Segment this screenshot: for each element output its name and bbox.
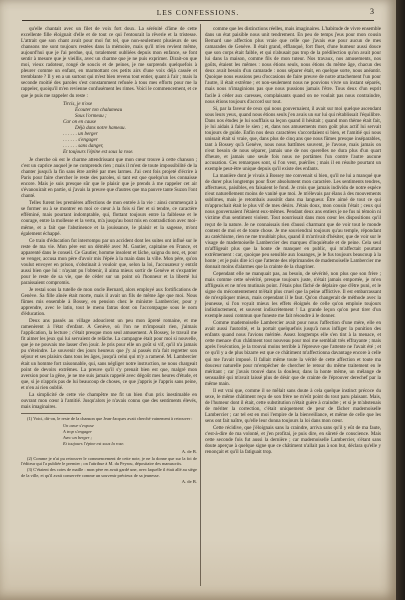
verse-line: . . . . . . s'engager bbox=[63, 136, 98, 143]
footnote: (1) Voici, dit-on, le reste de la chanson que Jean-Jacques avait cherché vainement à retrouver : bbox=[27, 415, 193, 421]
footnote: (3) C'étaient des cotes de maille : mon père en avait gardé une, avec laquelle il était allé au siège de la ville, et qu'il avait conservée comme un souvenir précieux de sa jeunesse. bbox=[21, 467, 197, 478]
paragraph: Cette récidive, que j'éloignais sans la craindre, arriva sans qu'il y eût de ma faute, c'est-à-dire de ma volonté, et j'en profitai, je puis dire, en sûreté de conscience. Mais cette seconde fois fut aussi la dernière ; car mademoiselle Lambercier, s'étant sans doute aperçue à quelque signe que ce châtiment n'allait pas à son but, déclara qu'elle y renonçait et qu'il la fatiguait trop. bbox=[205, 425, 381, 456]
paragraph: qu'elle chantait avec un filet de voix fort doux. La sérénité d'âme de cette excellente fille éloignait d'elle et de tout ce qui l'entourait la rêverie et la tristesse. L'attrait que son chant avait pour moi fut tel, que non-seulement plusieurs de ses chansons me sont toujours restées dans la mémoire, mais qu'il m'en revient même, aujourd'hui que je l'ai perdue, qui, totalement oubliées depuis mon enfance, se font sentir à mesure que je vieillis, avec un charme que je ne puis exprimer. Dirait-on que moi, vieux radoteur, rongé de soucis et de peines, je me surprends quelquefois à pleurer comme un enfant, en marmottant ces petits airs d'une voix déjà cassée et tremblante ? Il y en a un surtout qui m'est bien revenu tout entier, quant à l'air ; mais la seconde moitié des paroles s'est constamment refusée à tous mes efforts pour me la rappeler, quoiqu'il m'en revienne confusément les rimes. Voici le commencement, et ce que je puis me rappeler du reste : bbox=[21, 26, 197, 99]
paragraph: La manière dont je vivais à Bossey me convenait si bien, qu'il ne lui a manqué que de durer plus longtemps pour fixer absolument mon caractère. Les sentiments tendres, affectueux, paisibles, en faisaient le fond. Je crois que jamais individu de notre espèce n'eut naturellement moins de vanité que moi. Je m'élevais par élans à des mouvements sublimes, mais je retombais aussitôt dans ma langueur. Être aimé de tout ce qui m'approchait était le plus vif de mes désirs. J'étais doux, mon cousin l'était ; ceux qui nous gouvernaient l'étaient eux-mêmes. Pendant deux ans entiers je ne fus ni témoin ni victime d'un sentiment violent. Tout nourrissait dans mon cœur les dispositions qu'il reçut de la nature. Je ne connaissais rien d'aussi charmant que de voir tout le monde content de moi et de toute chose. Je me souviendrai toujours qu'au temple, répondant au catéchisme, rien ne me troublait plus, quand il m'arrivait d'hésiter, que de voir sur le visage de mademoiselle Lambercier des marques d'inquiétude et de peine. Cela seul m'affligeait plus que la honte de manquer en public, qui m'affectait pourtant extrêmement : car, quoique peu sensible aux louanges, je le fus toujours beaucoup à la honte ; et je puis dire ici que l'attente des réprimandes de mademoiselle Lambercier me donnait moins d'alarmes que la crainte de la chagriner. bbox=[205, 173, 381, 270]
verse-line: Un cœur s'expose bbox=[63, 423, 94, 429]
paragraph: comme que les distinctions réelles, mais imaginaires. L'habitude de vivre ensemble dans un état paisible nous unit tendrement. En peu de temps j'eus pour mon cousin Bernard une affection plus vraie que celle que j'avais eue pour aucun de mes camarades de Genève. Il était grand, efflanqué, fort fluet, d'une humeur aussi douce que son corps était faible, et qui n'abusait pas trop de la prédilection qu'on avait pour lui dans la maison, comme fils de mon tuteur. Nos travaux, nos amusements, nos goûts, étaient les mêmes : nous étions seuls, nous étions du même âge, chacun des deux avait besoin d'un camarade : nous séparer était, en quelque sorte, nous anéantir. Quoique nous eussions peu d'occasions de faire preuve de notre attachement l'un pour l'autre, il était extrême ; et non-seulement nous ne pouvions vivre un instant séparés, mais nous n'imaginions pas que nous pussions jamais l'être. Tous deux d'un esprit facile à céder aux caresses, complaisants quand on ne voulait pas nous contraindre, nous étions toujours d'accord sur tout. bbox=[205, 26, 381, 105]
paragraph: Ce train d'éducation fut interrompu par un accident dont les suites ont influé sur le reste de ma vie. Mon père eut un démêlé avec M. Gautier, capitaine en France, et apparenté dans le conseil. Ce Gautier, homme insolent et lâche, saigna du nez, et, pour se venger, accusa mon père d'avoir mis l'épée à la main dans la ville. Mon père, qu'on voulut envoyer en prison, s'obstinait à vouloir que, selon la loi, l'accusateur y entrât aussi bien que lui : n'ayant pu l'obtenir, il aima mieux sortir de Genève et s'expatrier pour le reste de sa vie, que de céder sur un point où l'honneur et la liberté lui paraissaient compromis. bbox=[21, 237, 197, 286]
verse-line: Et toujours l'épine est sous la rose. bbox=[63, 441, 125, 447]
verse-line: Tircis, je n'ose bbox=[63, 100, 93, 107]
footnote-rule bbox=[21, 413, 81, 414]
verse-line: . . . . . . sans danger, bbox=[63, 142, 104, 149]
verse-line: Sous l'ormeau ; bbox=[75, 112, 107, 119]
paragraph: Telles furent les premières affections de mon entrée à la vie : ainsi commençait à se former ou à se montrer en moi ce cœur à la fois si fier et si tendre, ce caractère efféminé, mais pourtant indomptable, qui, flottant toujours entre la faiblesse et le courage, entre la mollesse et la vertu, m'a jusqu'au bout mis en contradiction avec moi-même, et a fait que l'abstinence et la jouissance, le plaisir et la sagesse, m'ont également échappé. bbox=[21, 200, 197, 237]
paragraph: Je cherche où est le charme attendrissant que mon cœur trouve à cette chanson ; c'est un caprice auquel je ne comprends rien ; mais il m'est de toute impossibilité de la chanter jusqu'à la fin sans être arrêté par mes larmes. J'ai cent fois projeté d'écrire à Paris pour faire chercher le reste des paroles, si tant est que quelqu'un les connaisse encore. Mais je suis presque sûr que le plaisir que je prends à me rappeler cet air s'évanouirait en partie, si j'avais la preuve que d'autres que ma pauvre tante Suzon l'ont chanté. bbox=[21, 156, 197, 200]
footnotes bbox=[21, 416, 197, 484]
left-column bbox=[21, 26, 197, 588]
paragraph: Deux ans passés au village adoucirent un peu mon âpreté romaine, et me ramenèrent à l'état d'enfant. A Genève, où l'on ne m'imposait rien, j'aimais l'application, la lecture ; c'était presque mon seul amusement. A Bossey, le travail me fit aimer les jeux qui lui servaient de relâche. La campagne était pour moi si nouvelle, que je ne pouvais me lasser d'en jouir. Je pris pour elle un goût si vif, qu'il n'a jamais pu s'éteindre. Le souvenir des jours heureux que j'y ai passés m'a fait regretter son séjour et ses plaisirs dans tous les âges, jusqu'à celui qui m'y a ramené. M. Lambercier était un homme fort raisonnable, qui, sans négliger notre instruction, ne nous chargeait point de devoirs extrêmes. La preuve qu'il s'y prenait bien est que, malgré mon aversion pour la gêne, je ne me suis jamais rappelé avec dégoût mes heures d'étude, et que, si je n'appris pas de lui beaucoup de choses, ce que j'appris je l'appris sans peine, et n'en ai rien oublié. bbox=[21, 318, 197, 391]
column-divider bbox=[200, 24, 201, 586]
running-title: LES CONFESSIONS. bbox=[156, 8, 240, 17]
song-verse bbox=[63, 101, 197, 155]
verse-line: Et toujours l'épine est sous la rose. bbox=[63, 148, 134, 155]
right-column bbox=[205, 26, 381, 588]
page-number: 3 bbox=[370, 7, 374, 16]
footnote-verse bbox=[63, 423, 197, 447]
verse-line: A trop s'engager bbox=[63, 429, 92, 435]
header-rule bbox=[22, 20, 374, 21]
book-edge bbox=[396, 0, 405, 600]
footnote: (2) Comme je n'ai pu retrouver le commencement de cette note, je ne la donne que sur la foi de l'éditeur qui l'a publiée le premier ; on l'attribue à M. du Peyrou, dépositaire des manuscrits. bbox=[21, 455, 197, 466]
verse-line: Écouter ton chalumeau bbox=[75, 106, 123, 113]
paragraph: Il est vrai que, comme il se mêlait sans doute à cela quelque instinct précoce du sexe, le même châtiment reçu de son frère ne m'eût point du tout paru plaisant. Mais, de l'humeur dont il était, cette substitution n'était guère à craindre ; et si je m'abstenais de mériter la correction, c'était uniquement de peur de fâcher mademoiselle Lambercier ; car tel est en moi l'empire de la bienveillance, et même de celle que les sens ont fait naître, qu'elle leur donna toujours la loi dans mon cœur. bbox=[205, 387, 381, 424]
paragraph: Si, par la faveur de ceux qui nous gouvernaient, il avait sur moi quelque ascendant sous leurs yeux, quand nous étions seuls j'en avais un sur lui qui rétablissait l'équilibre. Dans nos études je lui soufflais sa leçon quand il hésitait ; quand mon thème était fait, je lui aidais à faire le sien ; et, dans nos amusements mon goût plus actif lui servait toujours de guide. Enfin nos deux caractères s'accordaient si bien, et l'amitié qui nous unissait était si vraie, que, dans plus de cinq ans que nous fûmes presque inséparables, tant à Bossey qu'à Genève, nous nous battîmes souvent, je l'avoue, mais jamais on n'eut besoin de nous séparer, jamais une de nos querelles ne dura plus d'un quart d'heure, et jamais une seule fois nous ne portâmes l'un contre l'autre aucune accusation. Ces remarques sont, si l'on veut, puériles ; mais il en résulte pourtant un exemple peut-être unique depuis qu'il existe des enfants. bbox=[205, 105, 381, 173]
paragraph: Comme mademoiselle Lambercier avait pour nous l'affection d'une mère, elle en avait aussi l'autorité, et la portait quelquefois jusqu'à nous infliger la punition des enfants quand nous l'avions méritée. Assez longtemps elle s'en tint à la menace, et cette menace d'un châtiment tout nouveau pour moi me semblait très effrayante ; mais après l'exécution, je la trouvai moins terrible à l'épreuve que l'attente ne l'avait été ; et ce qu'il y a de plus bizarre est que ce châtiment m'affectionna davantage encore à celle qui me l'avait imposé. Il fallait même toute la vérité de cette affection et toute ma douceur naturelle pour m'empêcher de chercher le retour du même traitement en le méritant ; car j'avais trouvé dans la douleur, dans la honte même, un mélange de sensualité qui m'avait laissé plus de désir que de crainte de l'éprouver derechef par la même main. bbox=[205, 320, 381, 387]
paragraph: La simplicité de cette vie champêtre me fit un bien d'un prix inestimable en ouvrant mon cœur à l'amitié. Jusqu'alors je n'avais connu que des sentiments élevés, mais imaginaires. bbox=[21, 391, 197, 410]
verse-line: . . . . . . un berger bbox=[63, 130, 98, 137]
verse-line: Car on en cause bbox=[63, 118, 96, 125]
verse-line: Déjà dans notre hameau. bbox=[75, 124, 126, 131]
footnote-signature: A. de B. bbox=[181, 449, 197, 455]
verse-line: Avec un berger ; bbox=[63, 435, 92, 441]
paragraph: Je restai sous la tutelle de mon oncle Bernard, alors employé aux fortifications de Genève. Sa fille aînée était morte, mais il avait un fils de même âge que moi. Nous fûmes mis ensemble à Bossey, en pension chez le ministre Lambercier, pour y apprendre, avec le latin, tout le menu fatras dont on l'accompagne sous le nom d'éducation. bbox=[21, 286, 197, 318]
footnote-signature: A. de B. bbox=[181, 478, 197, 484]
paragraph: Cependant elle ne manquait pas, au besoin, de sévérité, non plus que son frère ; mais comme cette sévérité, presque toujours juste, n'était jamais emportée, je m'en affligeais et ne m'en mutinais point. J'étais plus fâché de déplaire que d'être puni, et le signe du mécontentement m'était plus cruel que la peine afflictive. Il est embarrassant de m'expliquer mieux, mais cependant il le faut. Qu'on changerait de méthode avec la jeunesse, si l'on voyait mieux les effets éloignés de celle qu'on emploie toujours indistinctement, et souvent indiscrètement ! La grande leçon qu'on peut tirer d'un exemple aussi commun que funeste me fait résoudre à le donner. bbox=[205, 270, 381, 320]
